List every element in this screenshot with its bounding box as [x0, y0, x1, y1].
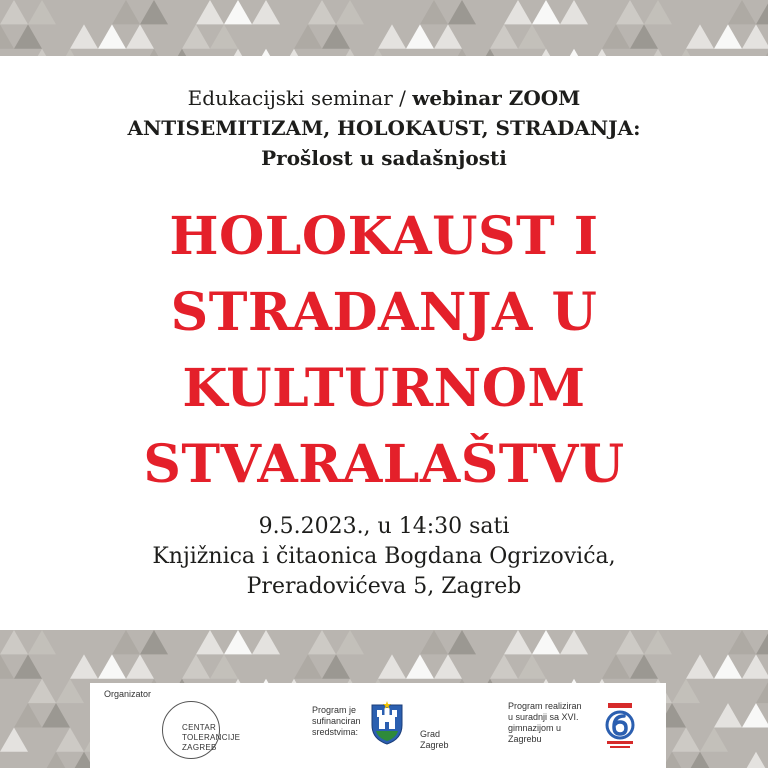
partner-line-4: Zagrebu — [508, 734, 542, 744]
seminar-series-subtitle: Prošlost u sadašnjosti — [261, 146, 507, 170]
triangle-shape — [252, 49, 280, 56]
triangle-shape — [378, 24, 406, 48]
triangle-shape — [14, 703, 42, 727]
triangle-shape — [56, 679, 84, 703]
triangle-shape — [28, 630, 56, 654]
triangle-shape — [630, 654, 658, 678]
partner-line-1: Program realiziran — [508, 701, 582, 711]
triangle-shape — [532, 0, 560, 24]
triangle-shape — [742, 24, 768, 48]
triangle-shape — [518, 654, 546, 678]
triangle-shape — [532, 630, 560, 654]
triangle-shape — [756, 0, 768, 24]
triangle-shape — [336, 630, 364, 654]
city-name — [420, 729, 449, 751]
triangle-shape — [224, 0, 252, 24]
triangle-shape — [112, 630, 140, 654]
triangle-shape — [490, 24, 518, 48]
triangle-shape — [0, 654, 14, 678]
school-logo-icon — [600, 701, 640, 751]
triangle-shape — [672, 49, 700, 56]
triangle-shape — [742, 752, 768, 768]
triangle-shape — [56, 727, 84, 751]
triangle-shape — [70, 24, 98, 48]
triangle-shape — [630, 24, 658, 48]
zagreb-crest-icon — [370, 701, 404, 745]
triangle-shape — [140, 630, 168, 654]
triangle-shape — [0, 727, 28, 751]
triangle-shape — [294, 24, 322, 48]
triangle-shape — [700, 727, 728, 751]
triangle-shape — [182, 24, 210, 48]
triangle-shape — [420, 0, 448, 24]
triangle-shape — [504, 630, 532, 654]
triangle-shape — [644, 49, 672, 56]
event-address: Preradovićeva 5, Zagreb — [246, 574, 522, 599]
triangle-shape — [70, 654, 98, 678]
triangle-shape — [28, 0, 56, 24]
partner-note — [508, 701, 598, 745]
triangle-shape — [532, 49, 560, 56]
triangle-shape — [126, 24, 154, 48]
triangle-shape — [308, 630, 336, 654]
triangle-shape — [644, 630, 672, 654]
event-venue: Knjižnica i čitaonica Bogdana Ogrizovića, — [152, 544, 616, 569]
triangle-shape — [364, 49, 392, 56]
headline-line-2: STRADANJA U — [170, 282, 598, 343]
triangle-shape — [56, 49, 84, 56]
triangle-shape — [14, 654, 42, 678]
triangle-shape — [210, 24, 238, 48]
triangle-shape — [448, 0, 476, 24]
triangle-shape — [686, 752, 714, 768]
city-line-2: Zagreb — [420, 740, 449, 750]
triangle-shape — [336, 0, 364, 24]
triangle-shape — [98, 24, 126, 48]
organizer-label: Organizator — [104, 689, 152, 699]
triangle-shape — [560, 49, 588, 56]
triangle-shape — [476, 49, 504, 56]
city-line-1: Grad — [420, 729, 441, 739]
triangle-shape — [504, 0, 532, 24]
triangle-shape — [616, 0, 644, 24]
triangle-shape — [252, 0, 280, 24]
triangle-shape — [28, 679, 56, 703]
partner-line-3: gimnazijom u — [508, 723, 562, 733]
triangle-shape — [252, 630, 280, 654]
triangle-shape — [0, 24, 14, 48]
funding-line-3: sredstvima: — [312, 727, 359, 737]
triangle-shape — [518, 24, 546, 48]
organizer-name-line-3: ZAGREB — [182, 743, 217, 752]
centar-tolerancije-logo — [162, 701, 241, 761]
seminar-series-title: ANTISEMITIZAM, HOLOKAUST, STRADANJA: — [127, 116, 641, 140]
triangle-shape — [28, 49, 56, 56]
triangle-shape — [294, 654, 322, 678]
triangle-shape — [756, 49, 768, 56]
headline-line-1: HOLOKAUST I — [169, 206, 599, 267]
organizer-name — [182, 723, 240, 753]
triangle-shape — [0, 0, 28, 24]
triangle-shape — [448, 630, 476, 654]
triangle-shape — [0, 630, 28, 654]
seminar-type: Edukacijski seminar / webinar ZOOM — [187, 86, 581, 110]
triangle-shape — [672, 679, 700, 703]
organizer-name-line-1: CENTAR — [182, 723, 217, 732]
footer-sponsors — [90, 683, 666, 768]
triangle-shape — [742, 654, 768, 678]
triangle-shape — [742, 703, 768, 727]
triangle-shape — [196, 630, 224, 654]
triangle-shape — [336, 49, 364, 56]
triangle-shape — [560, 0, 588, 24]
triangle-shape — [322, 24, 350, 48]
triangle-shape — [308, 0, 336, 24]
triangle-shape — [420, 630, 448, 654]
triangle-shape — [378, 654, 406, 678]
triangle-shape — [406, 24, 434, 48]
triangle-shape — [322, 654, 350, 678]
triangle-shape — [168, 49, 196, 56]
triangle-shape — [224, 49, 252, 56]
event-datetime: 9.5.2023., u 14:30 sati — [258, 514, 510, 539]
triangle-shape — [756, 630, 768, 654]
triangle-shape — [728, 0, 756, 24]
triangle-shape — [140, 49, 168, 56]
triangle-shape — [434, 24, 462, 48]
organizer-name-line-2: TOLERANCIJE — [182, 733, 241, 742]
triangle-shape — [448, 49, 476, 56]
triangle-pattern — [0, 0, 768, 56]
triangle-shape — [588, 49, 616, 56]
triangle-shape — [98, 654, 126, 678]
triangle-shape — [728, 630, 756, 654]
triangle-shape — [196, 0, 224, 24]
triangle-shape — [14, 24, 42, 48]
triangle-shape — [686, 24, 714, 48]
triangle-shape — [126, 654, 154, 678]
top-pattern-band — [0, 0, 768, 56]
triangle-shape — [644, 0, 672, 24]
triangle-shape — [490, 654, 518, 678]
triangle-shape — [756, 679, 768, 703]
funding-line-2: sufinanciran — [312, 716, 361, 726]
triangle-shape — [672, 727, 700, 751]
triangle-shape — [714, 703, 742, 727]
triangle-shape — [280, 49, 308, 56]
funding-line-1: Program je — [312, 705, 357, 715]
triangle-shape — [714, 24, 742, 48]
triangle-shape — [560, 630, 588, 654]
triangle-shape — [182, 654, 210, 678]
triangle-shape — [140, 0, 168, 24]
partner-line-2: u suradnji sa XVI. — [508, 712, 579, 722]
headline-line-4: STVARALAŠTVU — [143, 434, 625, 495]
triangle-shape — [616, 630, 644, 654]
triangle-shape — [602, 654, 630, 678]
triangle-shape — [714, 654, 742, 678]
triangle-shape — [42, 703, 70, 727]
triangle-shape — [224, 630, 252, 654]
triangle-shape — [602, 24, 630, 48]
triangle-shape — [686, 654, 714, 678]
headline-line-3: KULTURNOM — [182, 358, 586, 419]
triangle-shape — [210, 654, 238, 678]
triangle-shape — [406, 654, 434, 678]
triangle-shape — [42, 752, 70, 768]
triangle-shape — [112, 0, 140, 24]
main-content — [0, 56, 768, 630]
triangle-shape — [434, 654, 462, 678]
